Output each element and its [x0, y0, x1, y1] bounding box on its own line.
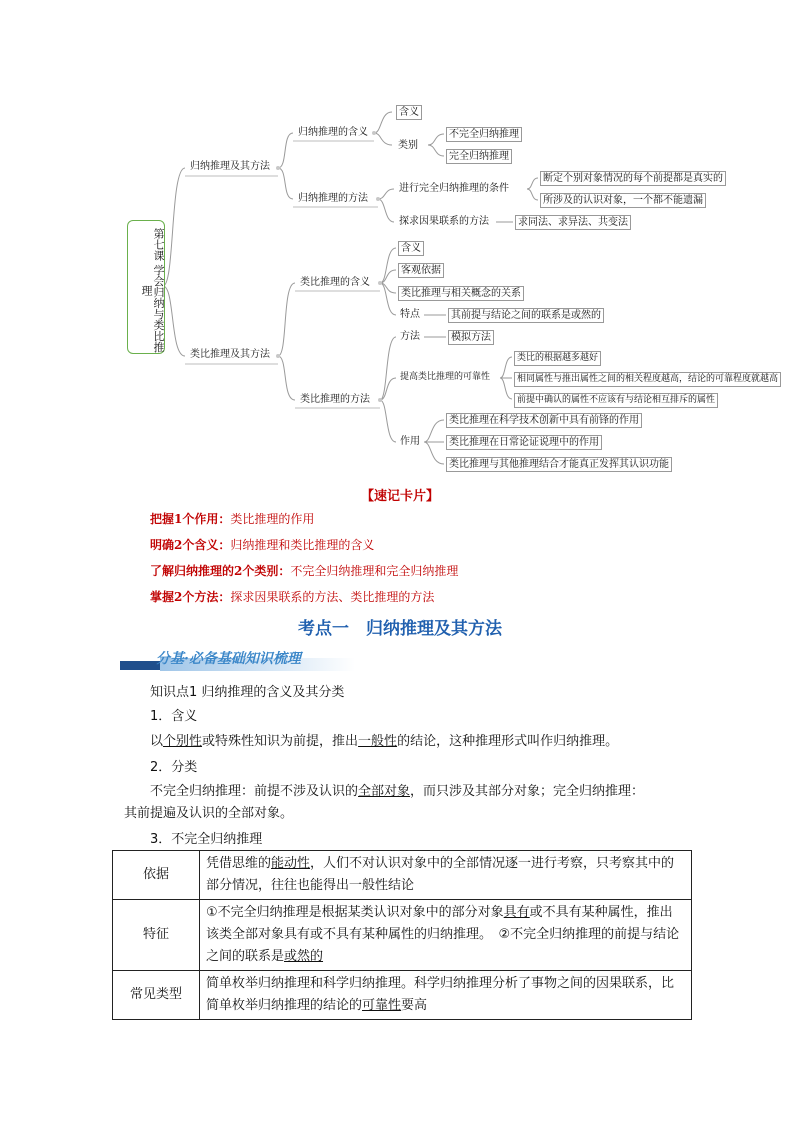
mm-node: 求同法、求异法、共变法	[515, 215, 631, 230]
mind-map-root	[127, 220, 165, 354]
mm-node: 类比的根据越多越好	[514, 351, 601, 366]
heading-meaning: 1．含义	[150, 709, 198, 724]
mm-node: 所涉及的认识对象，一个都不能遗漏	[540, 193, 706, 208]
mm-branch-analogy: 类比推理及其方法	[190, 349, 270, 360]
card-value: 探求因果联系的方法、类比推理的方法	[230, 590, 435, 604]
text-run: 或不具有某种属性，推出该类全部对象具有或不具有某种属性的归纳推理。 ②不完全归纳推理的前提与结论之间的联系是	[206, 905, 680, 964]
text-run: 以	[150, 734, 164, 749]
paragraph-classification	[150, 782, 644, 802]
mm-node: 类比推理与其他推理结合才能真正发挥其认识功能	[446, 457, 672, 472]
card-value: 类比推理的作用	[230, 512, 315, 526]
heading-incomplete: 3．不完全归纳推理	[150, 832, 263, 847]
mm-node: 提高类比推理的可靠性	[400, 372, 491, 382]
text-run: 可靠性	[362, 998, 402, 1013]
section-title: 考点一 归纳推理及其方法	[298, 619, 502, 639]
mm-node: 完全归纳推理	[446, 149, 512, 164]
table-cell	[200, 851, 692, 900]
mm-branch-induction: 归纳推理及其方法	[190, 161, 270, 172]
text-run: 全部对象	[358, 784, 411, 799]
card-key: 明确2个含义：	[150, 538, 231, 552]
mm-induction-method: 归纳推理的方法	[298, 193, 368, 204]
mind-map	[0, 0, 800, 480]
text-run: ，人们不对认识对象中的全部情况逐一进行考察，只考察其中的部分情况，往往也能得出一般性结论	[206, 856, 675, 893]
mm-node: 客观依据	[398, 263, 444, 278]
text-run: 简单枚举归纳推理和科学归纳推理。科学归纳推理分析了事物之间的因果联系，比简单枚举归纳推理的结论的	[206, 976, 675, 1013]
text-run: 的结论，这种推理形式叫作归纳推理。	[397, 734, 619, 749]
card-line	[150, 536, 374, 553]
paragraph-classification-cont: 其前提遍及认识的全部对象。	[124, 806, 294, 821]
incomplete-induction-table	[112, 850, 692, 1020]
mm-analogy-method: 类比推理的方法	[300, 394, 370, 405]
mm-node: 特点	[400, 309, 420, 320]
heading-classification: 2．分类	[150, 760, 198, 775]
text-run: 或特殊性知识为前提，推出	[202, 734, 359, 749]
mm-node: 类别	[398, 140, 418, 151]
card-value: 归纳推理和类比推理的含义	[230, 538, 375, 552]
mm-node: 类比推理与相关概念的关系	[398, 286, 524, 301]
mm-node: 进行完全归纳推理的条件	[399, 183, 509, 194]
mm-node: 含义	[396, 105, 422, 120]
table-cell	[200, 971, 692, 1020]
text-run: 或然的	[284, 949, 324, 964]
mind-map-root-label: 第七课 学会归纳与类比推理	[140, 227, 165, 353]
card-line	[150, 562, 458, 579]
mm-node: 不完全归纳推理	[446, 127, 522, 142]
mm-node: 前提中确认的属性不应该有与结论相互排斥的属性	[514, 393, 718, 408]
card-line	[150, 588, 434, 605]
card-line	[150, 510, 314, 527]
paragraph-meaning	[150, 732, 618, 752]
card-key: 了解归纳推理的2个类别：	[150, 564, 291, 578]
section-banner	[120, 648, 355, 672]
table-row-header: 常见类型	[113, 971, 200, 1020]
mm-node: 断定个别对象情况的每个前提都是真实的	[540, 171, 726, 186]
text-run: ，而只涉及其部分对象；完全归纳推理：	[410, 784, 645, 799]
text-run: 个别性	[163, 734, 203, 749]
card-value: 不完全归纳推理和完全归纳推理	[290, 564, 459, 578]
mm-node: 含义	[398, 241, 424, 256]
card-key: 掌握2个方法：	[150, 590, 231, 604]
table-cell	[200, 900, 692, 971]
card-key: 把握1个作用：	[150, 512, 231, 526]
text-run: 凭借思维的	[206, 856, 272, 871]
mm-node: 作用	[400, 436, 420, 447]
mm-node: 相同属性与推出属性之间的相关程度越高，结论的可靠程度就越高	[514, 372, 781, 387]
table-row-header: 特征	[113, 900, 200, 971]
table-row	[113, 900, 692, 971]
mm-induction-meaning: 归纳推理的含义	[298, 127, 368, 138]
table-row-header: 依据	[113, 851, 200, 900]
banner-text: 分基·必备基础知识梳理	[156, 651, 301, 667]
mind-map-connectors	[0, 0, 800, 480]
table-row	[113, 971, 692, 1020]
mm-analogy-meaning: 类比推理的含义	[300, 277, 370, 288]
mm-node: 模拟方法	[448, 330, 494, 345]
text-run: ①不完全归纳推理是根据某类认识对象中的部分对象	[206, 905, 504, 920]
text-run: 要高	[401, 998, 428, 1013]
card-title: 【速记卡片】	[360, 489, 439, 504]
text-run: 不完全归纳推理：前提不涉及认识的	[150, 784, 359, 799]
table-row	[113, 851, 692, 900]
mm-node: 其前提与结论之间的联系是或然的	[448, 308, 604, 323]
mm-node: 方法	[400, 331, 420, 342]
mm-node: 探求因果联系的方法	[399, 216, 489, 227]
knowledge-point-title: 知识点1 归纳推理的含义及其分类	[150, 685, 345, 700]
text-run: 能动性	[271, 856, 311, 871]
text-run: 具有	[503, 905, 530, 920]
text-run: 一般性	[358, 734, 398, 749]
mm-node: 类比推理在日常论证说理中的作用	[446, 435, 602, 450]
banner-bar	[120, 661, 160, 670]
mm-node: 类比推理在科学技术创新中具有前锋的作用	[446, 413, 642, 428]
